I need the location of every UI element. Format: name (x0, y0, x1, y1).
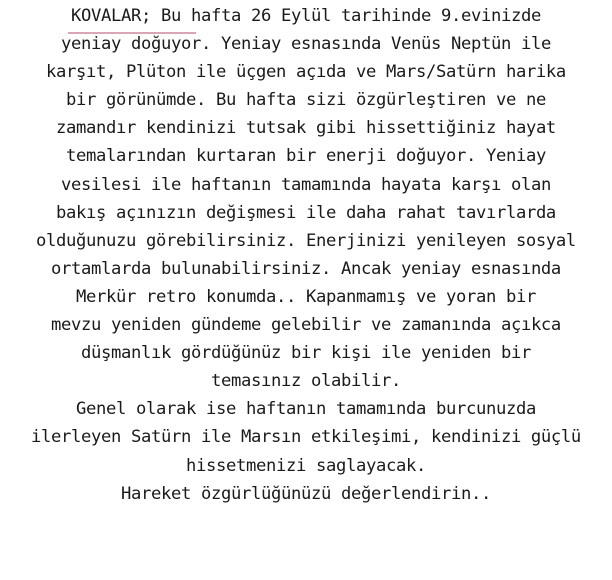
heading-underline (68, 32, 196, 34)
text-line: olduğunuzu görebilirsiniz. Enerjinizi yenileyen sosyal (36, 230, 576, 251)
text-line: hissetmenizi saglayacak. (186, 455, 426, 476)
text-line-1 (0, 2, 612, 30)
text-line: karşıt, Plüton ile üçgen açıda ve Mars/Satürn harika (46, 62, 566, 83)
text-line: mevzu yeniden gündeme gelebilir ve zamanında açıkca (51, 315, 561, 336)
text-line: bir görünümde. Bu hafta sizi özgürleştiren ve ne (66, 90, 546, 111)
text-line: zamandır kendinizi tutsak gibi hissettiğiniz hayat (56, 118, 556, 139)
text-line: ortamlarda bulunabilirsiniz. Ancak yeniay esnasında (51, 258, 561, 279)
sign-heading-text: KOVALAR; (71, 6, 152, 26)
horoscope-text (0, 2, 612, 508)
text-line: yeniay doğuyor. Yeniay esnasında Venüs Neptün ile (61, 34, 551, 55)
text-line: Hareket özgürlüğünüzü değerlendirin.. (121, 483, 491, 504)
sign-heading (71, 2, 151, 30)
text-line: Merkür retro konumda.. Kapanmamış ve yoran bir (76, 286, 536, 307)
text-line: temasınız olabilir. (211, 371, 401, 392)
text-line: Genel olarak ise haftanın tamamında burcunuzda (76, 399, 536, 420)
text-line: düşmanlık gördüğünüz bir kişi ile yeniden bir (81, 343, 531, 364)
text-line: ilerleyen Satürn ile Marsın etkileşimi, kendinizi güçlü (31, 427, 581, 448)
first-line-text: Bu hafta 26 Eylül tarihinde 9.evinizde (151, 6, 541, 26)
text-line: bakış açınızın değişmesi ile daha rahat tavırlarda (56, 202, 556, 223)
text-line: vesilesi ile haftanın tamamında hayata karşı olan (61, 174, 551, 195)
text-line: temalarından kurtaran bir enerji doğuyor. Yeniay (66, 146, 546, 167)
